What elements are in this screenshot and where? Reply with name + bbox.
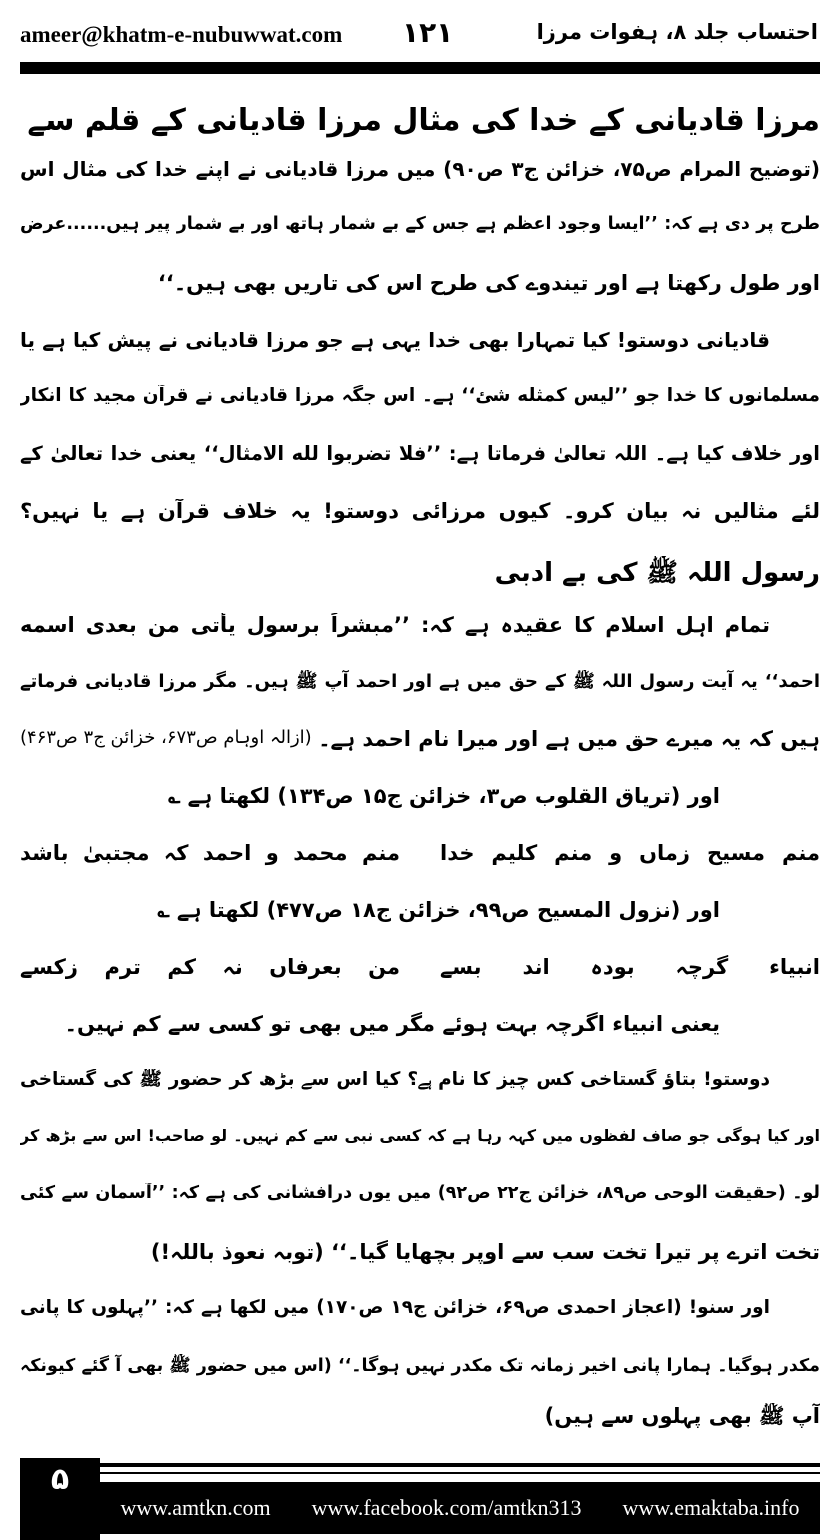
verse-word: من <box>368 955 400 979</box>
hemistich <box>20 955 400 1005</box>
text-segment: ہیں کہ یہ میرے حق میں ہے اور میرا نام احمد ہے۔ <box>318 727 820 751</box>
text-line <box>20 727 820 777</box>
book-title: احتساب جلد ۸، ہفوات مرزا <box>536 20 818 44</box>
text-line: اور (تریاق القلوب ص۳، خزائن ج۱۵ ص۱۳۴) لکھتا ہے ؎ <box>168 784 720 808</box>
text-line: اور کیا ہوگی جو صاف لفظوں میں کہہ رہا ہے کہ کسی نبی سے کم نہیں۔ لو صاحب! اس سے بڑھ کر <box>20 1126 820 1145</box>
text-line: لئے مثالیں نہ بیان کرو۔ کیوں مرزائی دوستو! یہ خلاف قرآن ہے یا نہیں؟ <box>20 499 820 523</box>
verse-word: بسے <box>440 955 482 979</box>
verse-word: خدا <box>440 841 475 865</box>
text-line: اور طول رکھتا ہے اور تیندوے کی طرح اس کی تاریں بھی ہیں۔‘‘ <box>157 271 820 295</box>
hemistich <box>440 841 820 891</box>
page-marker: ۵ <box>50 1462 70 1497</box>
text-line: مکدر ہوگیا۔ ہمارا پانی اخیر زمانہ تک مکدر نہیں ہوگا۔‘‘ (اس میں حضور ﷺ بھی آ گئے کیونکہ <box>20 1356 820 1376</box>
verse-word: مجتبیٰ <box>82 841 150 865</box>
verse-word: زماں <box>639 841 691 865</box>
verse-word: و <box>265 841 279 865</box>
verse-word: احمد <box>202 841 252 865</box>
footer-rule <box>100 1472 820 1474</box>
text-line: اور (نزول المسیح ص۹۹، خزائن ج۱۸ ص۴۷۷) لکھتا ہے ؎ <box>157 898 720 922</box>
verse-word: منم <box>554 841 593 865</box>
text-line: (توضیح المرام ص۷۵، خزائن ج۳ ص۹۰) میں مرزا قادیانی نے اپنے خدا کی مثال اس <box>20 157 820 181</box>
section-heading: مرزا قادیانی کے خدا کی مثال مرزا قادیانی کے قلم سے <box>27 103 820 138</box>
verse-word: زکسے <box>20 955 78 979</box>
text-line: یعنی انبیاء اگرچہ بہت ہوئے مگر میں بھی تو کسی سے کم نہیں۔ <box>64 1012 720 1036</box>
verse-word: اند <box>522 955 550 979</box>
verse-word: منم <box>781 841 820 865</box>
verse-word: ترم <box>104 955 141 979</box>
verse-word: مسیح <box>706 841 766 865</box>
hemistich <box>20 841 400 891</box>
header-email: ameer@khatm-e-nubuwwat.com <box>20 22 343 47</box>
verse-word: کہ <box>163 841 189 865</box>
text-line: تخت اترے پر تیرا تخت سب سے اوپر بچھایا گیا۔‘‘ (توبہ نعوذ باللہ!) <box>150 1240 820 1264</box>
verse-word: کلیم <box>491 841 538 865</box>
text-line: مسلمانوں کا خدا جو ’’لیس کمثله شئ‘‘ ہے۔ اس جگہ مرزا قادیانی نے قرآن مجید کا انکار <box>20 385 820 406</box>
verse-word: نہ <box>222 955 243 979</box>
verse-word: منم <box>361 841 400 865</box>
link-facebook[interactable]: www.facebook.com/amtkn313 <box>311 1495 582 1520</box>
text-line: اور خلاف کیا ہے۔ اللہ تعالیٰ فرماتا ہے: ’’فلا تضربوا لله الامثال‘‘ یعنی خدا تعالیٰ کے <box>20 442 820 465</box>
verse-word: انبیاء <box>769 955 820 979</box>
verse-line <box>20 841 820 891</box>
text-line: اور سنو! (اعجاز احمدی ص۶۹، خزائن ج۱۹ ص۱۷۰) میں لکھا ہے کہ: ’’پہلوں کا پانی <box>20 1297 770 1318</box>
citation: (ازالہ اوہام ص۶۷۳، خزائن ج۳ ص۴۶۳) <box>20 727 312 748</box>
link-emaktaba[interactable]: www.emaktaba.info <box>622 1495 800 1520</box>
footer-rule <box>100 1463 820 1467</box>
verse-word: محمد <box>293 841 348 865</box>
header-rule <box>20 62 820 74</box>
link-amtkn[interactable]: www.amtkn.com <box>120 1495 271 1520</box>
verse-word: بعرفاں <box>269 955 342 979</box>
verse-word: گرچہ <box>675 955 729 979</box>
footer-links <box>100 1482 820 1534</box>
text-line: لو۔ (حقیقت الوحی ص۸۹، خزائن ج۲۲ ص۹۲) میں یوں درافشانی کی ہے کہ: ’’آسمان سے کئی <box>20 1183 820 1203</box>
hemistich <box>440 955 820 1005</box>
text-line: طرح پر دی ہے کہ: ’’ایسا وجود اعظم ہے جس کے بے شمار ہاتھ اور بے شمار پیر ہیں......عرض <box>20 214 820 234</box>
text-line: دوستو! بتاؤ گستاخی کس چیز کا نام ہے؟ کیا اس سے بڑھ کر حضور ﷺ کی گستاخی <box>20 1069 770 1090</box>
text-line: آپ ﷺ بھی پہلوں سے ہیں) <box>544 1404 820 1428</box>
page-number: ۱۲۱ <box>402 16 454 49</box>
text-line: قادیانی دوستو! کیا تمہارا بھی خدا یہی ہے جو مرزا قادیانی نے پیش کیا ہے یا <box>20 328 770 352</box>
verse-word: باشد <box>20 841 69 865</box>
text-line: تمام اہل اسلام کا عقیدہ ہے کہ: ’’مبشراً برسول یأتی من بعدی اسمه <box>20 613 770 637</box>
section-heading: رسول اللہ ﷺ کی بے ادبی <box>494 558 820 588</box>
verse-line <box>20 955 820 1005</box>
verse-word: بودہ <box>590 955 635 979</box>
verse-word: کم <box>167 955 197 979</box>
text-line: احمد‘‘ یہ آیت رسول اللہ ﷺ کے حق میں ہے اور احمد آپ ﷺ ہیں۔ مگر مرزا قادیانی فرماتے <box>20 671 820 692</box>
verse-word: و <box>609 841 623 865</box>
